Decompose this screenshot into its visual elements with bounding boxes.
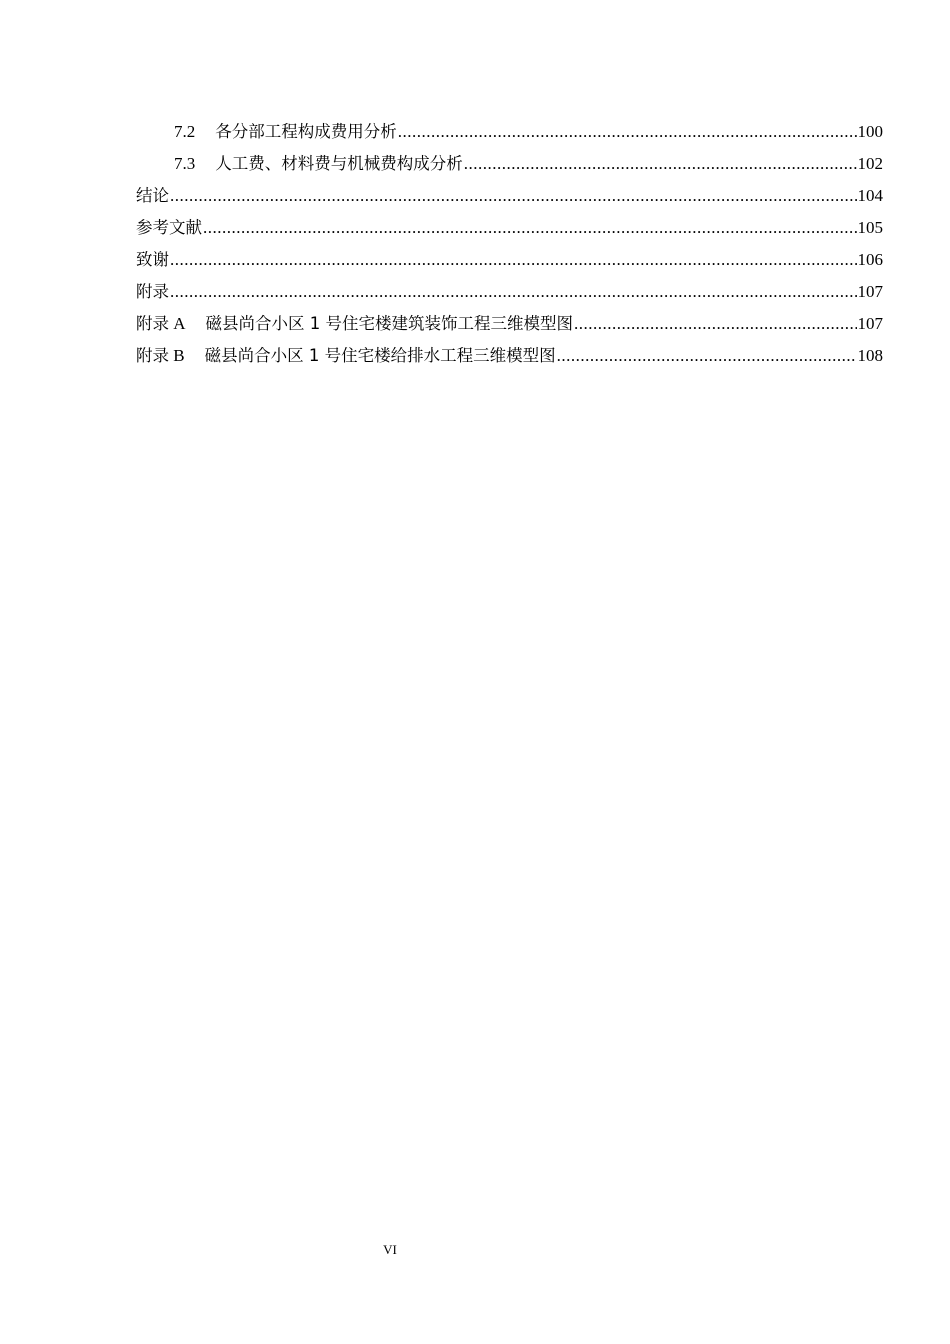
toc-leader-dots	[464, 148, 857, 180]
toc-entry-appendix-b[interactable]	[136, 340, 883, 372]
toc-entry-acknowledgements[interactable]	[136, 244, 883, 276]
toc-entry-page: 100	[857, 122, 883, 141]
toc-entry-number: 7.3	[174, 154, 196, 173]
toc-entry-conclusion[interactable]	[136, 180, 883, 212]
toc-appendix-prefix	[136, 340, 185, 372]
toc-leader-dots	[170, 180, 857, 212]
toc-leader-dots	[557, 340, 857, 372]
toc-entry-page: 108	[857, 346, 883, 365]
toc-entry-7-3[interactable]	[136, 148, 883, 180]
toc-entry-label: 各分部工程构成费用分析	[215, 122, 397, 141]
toc-appendix-letter: A	[173, 314, 186, 333]
page-number-footer: VI	[383, 1242, 397, 1257]
toc-entry-page: 106	[857, 250, 883, 269]
toc-entry-number: 7.2	[174, 122, 196, 141]
toc-entry-page: 104	[857, 186, 883, 205]
toc-entry-appendix-a[interactable]	[136, 308, 883, 340]
toc-entry-label: 人工费、材料费与机械费构成分析	[215, 154, 463, 173]
toc-entry-7-2[interactable]	[136, 116, 883, 148]
toc-entry-references[interactable]	[136, 212, 883, 244]
toc-appendix-prefix	[136, 308, 186, 340]
toc-entry-page: 107	[857, 282, 883, 301]
toc-entry-page: 107	[857, 314, 883, 333]
toc-appendix-prefix-cn: 附录	[136, 346, 169, 365]
toc-entry-page: 105	[857, 218, 883, 237]
toc-entry-label: 致谢	[136, 250, 169, 269]
toc-leader-dots	[170, 276, 857, 308]
table-of-contents	[136, 116, 883, 372]
toc-leader-dots	[574, 308, 856, 340]
toc-leader-dots	[170, 244, 857, 276]
toc-entry-page: 102	[857, 154, 883, 173]
toc-entry-appendix[interactable]	[136, 276, 883, 308]
toc-leader-dots	[203, 212, 857, 244]
toc-leader-dots	[398, 116, 857, 148]
toc-entry-label: 结论	[136, 186, 169, 205]
toc-entry-label: 附录	[136, 282, 169, 301]
toc-entry-label: 参考文献	[136, 218, 202, 237]
toc-appendix-prefix-cn: 附录	[136, 314, 169, 333]
toc-entry-label: 磁县尚合小区 1 号住宅楼建筑装饰工程三维模型图	[205, 314, 574, 333]
toc-entry-label: 磁县尚合小区 1 号住宅楼给排水工程三维模型图	[204, 346, 556, 365]
toc-appendix-letter: B	[173, 346, 185, 365]
